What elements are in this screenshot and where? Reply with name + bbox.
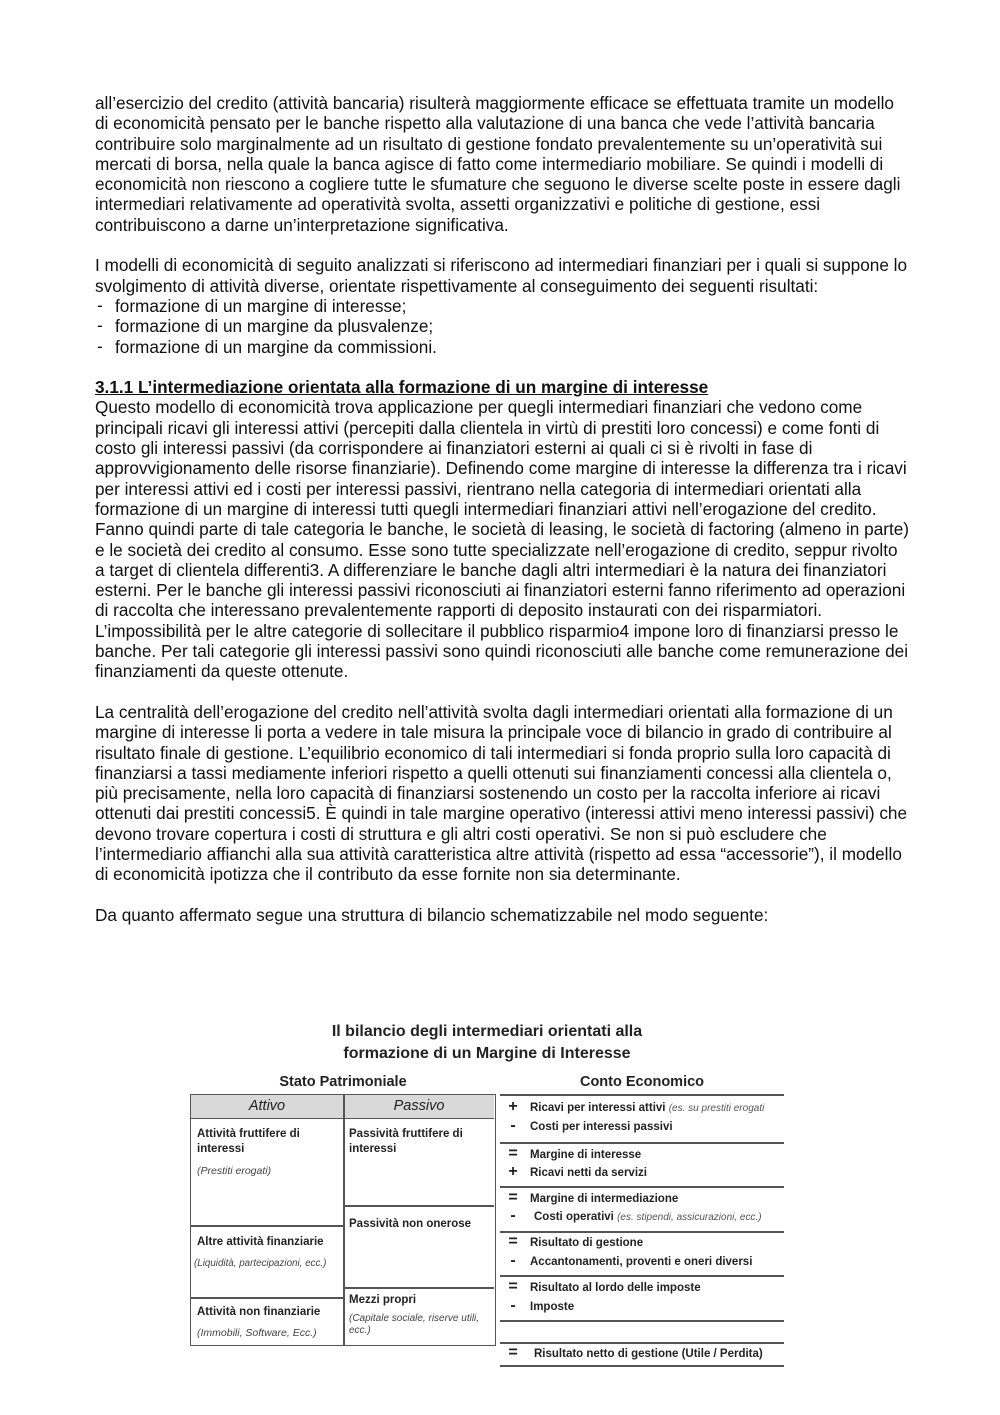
paragraph: all’esercizio del credito (attività bancaria) risulterà maggiormente efficace se effettuata tramite un modello di economicità pensato per le banche rispetto alla valutazione di una banca che vede l’attività bancaria contribuire solo marginalmente ad un risultato di gestione fondato prevalentemente su un’operatività sui mercati di borsa, nella quale la banca agisce di fatto come intermediario mobiliare. Se quindi i modelli di economicità non riescono a cogliere tutte le sfumature che seguono le diverse scelte poste in essere dagli intermediari relativamente ad operatività svolta, assetti organizzativi e politiche di gestione, essi contribuiscono a darne un’interpretazione significativa. <box>95 93 901 235</box>
plus-sign: + <box>508 1098 518 1115</box>
conto-economico-title: Conto Economico <box>579 1074 705 1090</box>
paragraph: La centralità dell’erogazione del credito nell’attività svolta dagli intermediari orientati alla formazione di un margine di interesse li porta a vedere in tale misura la principale voce di bilancio in grado di contribuire al risultato finale di gestione. L’equilibrio economico di tali intermediari si fonda proprio sulla loro capacità di finanziarsi a tassi mediamente inferiori rispetto a quelli ottenuti sui finanziamenti concessi alla clientela o, più precisamente, nella loro capacità di finanziarsi sostenendo un costo per la raccolta inferiore ai ricavi ottenuti dai prestiti concessi5. È quindi in tale margine operativo (interessi attivi meno interessi passivi) che devono trovare copertura i costi di struttura e gli altri costi operativi. Se non si può escludere che l’intermediario affianchi alla sua attività caratteristica altre attività (rispetto ad essa “accessorie”), il modello di economicità ipotizza che il contributo da esse fornite non sia determinante. <box>95 701 908 885</box>
passivo-cell-label: Mezzi propri <box>349 1294 417 1306</box>
ce-divider <box>500 1186 784 1188</box>
paragraph: Questo modello di economicità trova applicazione per quegli intermediari finanziari che vedono come principali ricavi gli interessi attivi (percepiti dalla clientela in virtù di prestiti loro concessi) e come fonti di costo gli interessi passivi (da corrispondere ai finanziatori esterni ai quali ci si è rivolti in fase di approvvigionamento delle risorse finanziarie). Definendo come margine di interesse la differenza tra i ricavi per interessi attivi ed i costi per interessi passivi, rientrano nella categoria di intermediari orientati alla formazione di un margine di interessi tutti quegli intermediari finanziari attivi nell’erogazione del credito. Fanno quindi parte di tale categoria le banche, le società di leasing, le società di factoring (almeno in parte) e le società dei credito al consumo. Esse sono tutte specializzate nell’erogazione di credito, seppur rivolto a target di clientela differenti3. A differenziare le banche dagli altri intermediari è la natura dei finanziatori esterni. Per le banche gli interessi passivi riconosciuti ai finanziatori esterni fanno riferimento ad operazioni di raccolta che interessano prevalentemente rapporti di deposito instaurati con dei risparmiatori. L’impossibilità per le altre categorie di sollecitare il pubblico risparmio4 impone loro di finanziarsi presso le banche. Per tali categorie gli interessi passivi sono quindi riconosciuti alle banche come remunerazione dei finanziamenti da queste ottenute. <box>95 397 910 682</box>
ce-row-label: Ricavi per interessi attivi <box>530 1102 666 1114</box>
ce-row-label: Costi per interessi passivi <box>530 1121 673 1133</box>
ce-row <box>500 1118 784 1136</box>
ce-row-label: Margine di intermediazione <box>530 1193 679 1205</box>
ce-row <box>500 1146 784 1164</box>
ce-row-label: Accantonamenti, proventi e oneri diversi <box>530 1256 753 1268</box>
attivo-cell-label: Altre attività finanziarie <box>197 1236 324 1248</box>
ce-row <box>500 1234 784 1252</box>
ce-row-label: Ricavi netti da servizi <box>530 1167 647 1179</box>
ce-divider <box>500 1320 784 1322</box>
ce-row <box>500 1253 784 1271</box>
ce-row-label: Costi operativi <box>534 1211 614 1223</box>
ce-row <box>500 1279 784 1297</box>
paragraph: Da quanto affermato segue una struttura di bilancio schematizzabile nel modo seguente: <box>95 904 769 925</box>
ce-row <box>500 1099 784 1117</box>
list-item: - formazione di un margine da plusvalenze; <box>95 316 910 336</box>
stato-patrimoniale-title: Stato Patrimoniale <box>279 1074 407 1090</box>
ce-row-label: Imposte <box>530 1301 575 1313</box>
ce-divider <box>500 1365 784 1367</box>
section-heading: 3.1.1 L’intermediazione orientata alla formazione di un margine di interesse <box>95 377 709 398</box>
ce-row-content <box>534 1208 762 1227</box>
ce-row-label: Risultato di gestione <box>530 1237 644 1249</box>
document-page <box>95 93 910 945</box>
ce-row-label: Margine di interesse <box>530 1149 642 1161</box>
column-divider <box>343 1095 345 1345</box>
ce-row-label: Risultato netto di gestione (Utile / Perdita) <box>534 1348 763 1360</box>
row-divider <box>344 1287 494 1289</box>
minus-sign: - <box>510 1252 516 1269</box>
row-divider <box>191 1297 343 1299</box>
ce-divider <box>500 1231 784 1233</box>
ce-divider <box>500 1142 784 1144</box>
ce-row <box>500 1164 784 1182</box>
figure-title-line2: formazione di un Margine di Interesse <box>343 1045 631 1062</box>
attivo-header: Attivo <box>191 1095 343 1119</box>
list-item: - formazione di un margine da commissioni. <box>95 337 910 357</box>
attivo-cell-note: (Liquidità, partecipazioni, ecc.) <box>194 1258 327 1269</box>
ce-divider <box>500 1094 784 1096</box>
attivo-cell-label: Attività fruttifere di interessi <box>197 1128 300 1155</box>
minus-sign: - <box>510 1207 516 1224</box>
ce-row-content <box>530 1099 764 1118</box>
attivo-cell-note: (Immobili, Software, Ecc.) <box>197 1327 317 1339</box>
stato-patrimoniale-table <box>190 1094 496 1346</box>
balance-sheet-figure <box>190 1022 784 1361</box>
figure-title-line1: Il bilancio degli intermediari orientati alla <box>331 1023 643 1040</box>
passivo-cell-note: (Capitale sociale, riserve utili, ecc.) <box>349 1313 480 1336</box>
ce-row-note: (es. stipendi, assicurazioni, ecc.) <box>617 1212 762 1223</box>
equals-sign: = <box>508 1278 518 1295</box>
passivo-header: Passivo <box>344 1095 494 1119</box>
attivo-cell-note: (Prestiti erogati) <box>197 1165 272 1177</box>
paragraph: I modelli di economicità di seguito analizzati si riferiscono ad intermediari finanziari per i quali si suppone lo svolgimento di attività diverse, orientate rispettivamente al conseguimento dei seguenti risultati: <box>95 255 908 296</box>
row-divider <box>191 1225 343 1227</box>
passivo-cell-label: Passività fruttifere di interessi <box>349 1128 463 1155</box>
ce-divider <box>500 1342 784 1344</box>
attivo-cell-label: Attività non finanziarie <box>197 1306 321 1318</box>
passivo-cell-label: Passività non onerose <box>349 1218 472 1230</box>
ce-row <box>500 1208 784 1226</box>
ce-divider <box>500 1275 784 1277</box>
ce-row-label: Risultato al lordo delle imposte <box>530 1282 701 1294</box>
minus-sign: - <box>510 1297 516 1314</box>
equals-sign: = <box>508 1145 518 1162</box>
row-divider <box>344 1205 494 1207</box>
list-item: - formazione di un margine di interesse; <box>95 296 910 316</box>
ce-row-note: (es. su prestiti erogati <box>668 1103 765 1114</box>
bullet-list <box>95 296 910 357</box>
ce-row <box>500 1345 784 1363</box>
ce-row <box>500 1190 784 1208</box>
equals-sign: = <box>508 1233 518 1250</box>
equals-sign: = <box>508 1344 518 1361</box>
equals-sign: = <box>508 1189 518 1206</box>
minus-sign: - <box>510 1117 516 1134</box>
ce-row <box>500 1298 784 1316</box>
plus-sign: + <box>508 1163 518 1180</box>
